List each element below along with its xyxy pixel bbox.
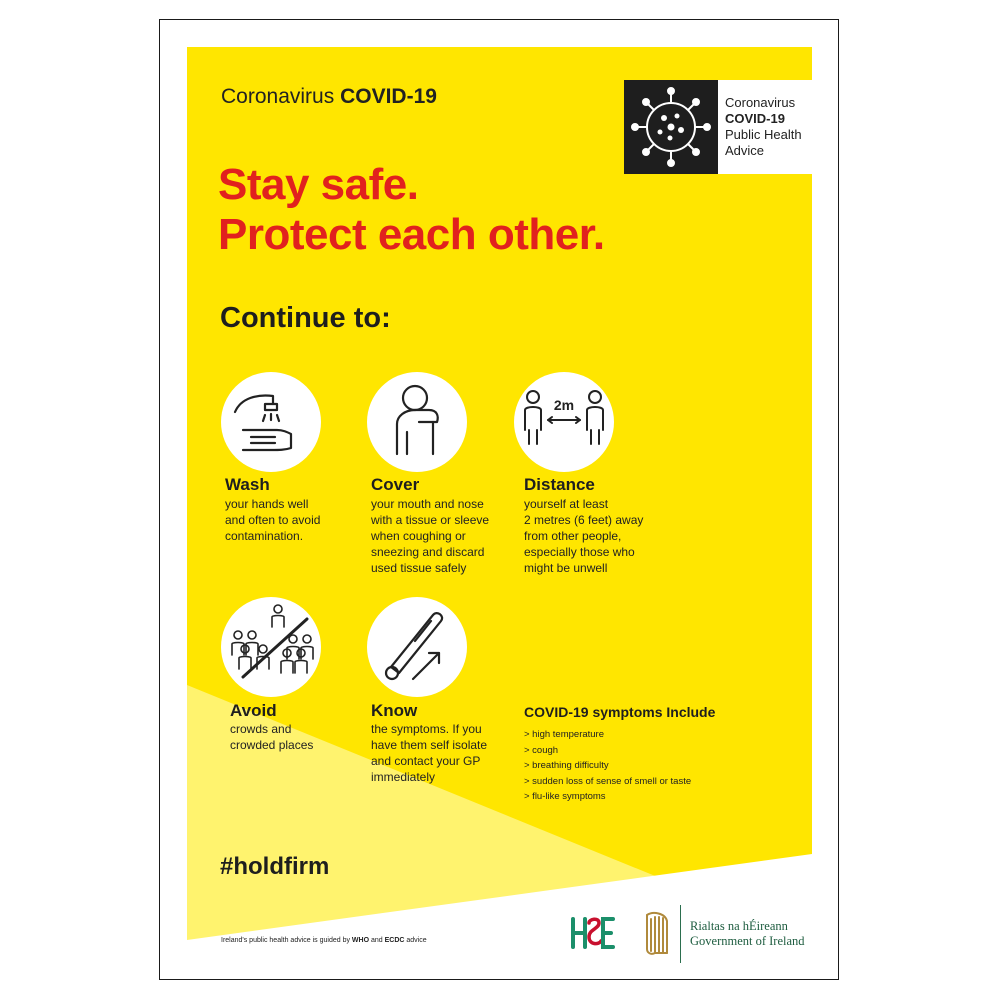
footnote-who: WHO — [351, 937, 370, 944]
badge-line-4: Advice — [725, 143, 765, 158]
symptom-item: > flu-like symptoms — [524, 791, 606, 802]
avoid-text-line: crowded places — [230, 738, 314, 752]
know-text-line: and contact your GP — [371, 754, 481, 768]
know-text-line: immediately — [371, 770, 436, 784]
headline-line-2: Protect each other. — [218, 210, 605, 259]
distance-text-line: especially those who — [524, 545, 635, 559]
wash-text-line: your hands well — [225, 497, 309, 511]
badge-line-1: Coronavirus — [725, 95, 796, 110]
symptom-item: > cough — [524, 744, 559, 756]
distance-title: Distance — [524, 475, 595, 494]
distance-icon — [514, 372, 614, 472]
cover-text-line: sneezing and discard — [371, 545, 485, 559]
wash-circle — [221, 372, 321, 472]
symptoms-title: COVID-19 symptoms Include — [524, 704, 716, 720]
know-title: Know — [371, 701, 418, 720]
footnote-mid: and — [369, 937, 385, 944]
know-text-line: have them self isolate — [371, 738, 488, 752]
badge-line-2: COVID-19 — [725, 111, 785, 126]
cover-title: Cover — [371, 475, 420, 494]
virus-icon — [624, 80, 718, 174]
hse-logo — [567, 913, 617, 953]
headline-line-1: Stay safe. — [218, 160, 419, 209]
footnote — [221, 937, 427, 944]
cover-text-line: with a tissue or sleeve — [371, 513, 490, 527]
continue-heading: Continue to: — [220, 302, 391, 334]
cover-text-line: when coughing or — [371, 529, 466, 543]
footnote-ecdc: ECDC — [384, 937, 405, 944]
avoid-text — [230, 721, 370, 753]
hashtag: #holdfirm — [220, 853, 330, 880]
symptom-item: > breathing difficulty — [524, 760, 609, 771]
title-prefix: Coronavirus — [221, 85, 335, 108]
footnote-post: advice — [404, 937, 427, 944]
harp-icon — [639, 909, 673, 957]
wash-title: Wash — [225, 475, 270, 494]
badge-icon-box — [624, 80, 718, 174]
gov-logo-text — [690, 919, 805, 949]
page-title — [221, 85, 437, 109]
badge-text — [725, 95, 802, 159]
know-text — [371, 721, 511, 785]
cough-into-elbow-icon — [367, 372, 467, 472]
footnote-pre: Ireland's public health advice is guided by — [221, 937, 352, 944]
distance-text-line: from other people, — [524, 529, 622, 543]
distance-circle — [514, 372, 614, 472]
wash-text-line: contamination. — [225, 529, 304, 543]
title-strong: COVID-19 — [340, 85, 437, 108]
handwash-icon — [221, 372, 321, 472]
avoid-circle — [221, 597, 321, 697]
distance-label: 2m — [553, 397, 575, 413]
wash-text-line: and often to avoid — [225, 513, 321, 527]
poster — [187, 47, 812, 948]
distance-text-line: yourself at least — [524, 497, 609, 511]
cover-text — [371, 496, 511, 576]
wash-text — [225, 496, 365, 544]
gov-line-2: Government of Ireland — [690, 934, 805, 948]
gov-line-1: Rialtas na hÉireann — [690, 919, 788, 933]
symptoms-list — [524, 727, 691, 805]
thermometer-icon — [367, 597, 467, 697]
covid-badge — [624, 80, 812, 174]
know-circle — [367, 597, 467, 697]
distance-text — [524, 496, 664, 576]
distance-text-line: 2 metres (6 feet) away — [524, 513, 644, 527]
crowd-icon — [221, 597, 321, 697]
know-text-line: the symptoms. If you — [371, 722, 482, 736]
distance-text-line: might be unwell — [524, 561, 608, 575]
avoid-title: Avoid — [230, 701, 277, 720]
badge-line-3: Public Health — [725, 127, 802, 142]
cover-circle — [367, 372, 467, 472]
cover-text-line: used tissue safely — [371, 561, 467, 575]
symptom-item: > high temperature — [524, 729, 605, 740]
symptom-item: > sudden loss of sense of smell or taste — [524, 775, 692, 787]
headline — [218, 160, 605, 260]
cover-text-line: your mouth and nose — [371, 497, 484, 511]
avoid-text-line: crowds and — [230, 722, 292, 736]
gov-divider — [680, 905, 681, 963]
